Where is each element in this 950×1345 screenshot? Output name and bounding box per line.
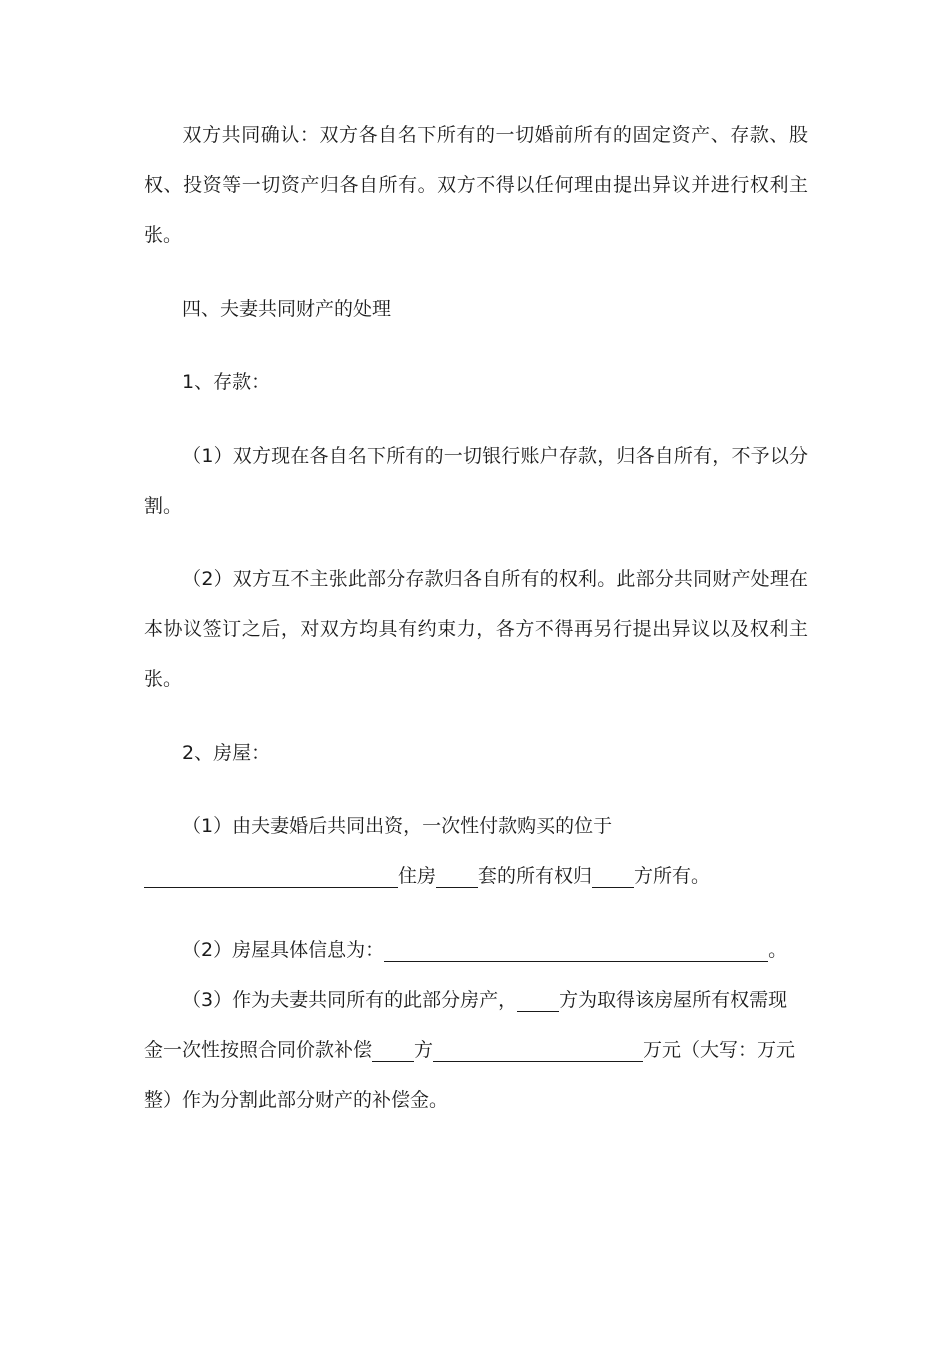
paragraph-line	[144, 1025, 808, 1075]
paragraph-text: （2）双方互不主张此部分存款归各自所有的权利。此部分共同财产处理在本协议签订之后，对双方均具有约束力，各方不得再另行提出异议以及权利主张。	[144, 568, 808, 690]
paragraph-text: 方所有。	[634, 865, 711, 887]
paragraph-text: （1）由夫妻婚后共同出资，一次性付款购买的位于	[182, 815, 613, 837]
item-heading-house	[144, 728, 808, 778]
paragraph-house-2	[144, 925, 808, 975]
paragraph-text: 万元（大写：万元	[643, 1039, 796, 1061]
paragraph-text: 。	[768, 939, 788, 961]
paragraph-text: 套的所有权归	[478, 865, 593, 887]
section-heading-joint-property	[144, 284, 808, 334]
paragraph-line	[144, 801, 808, 851]
paragraph-deposits-1	[144, 431, 808, 531]
paragraph-text: 整）作为分割此部分财产的补偿金。	[144, 1089, 449, 1111]
fill-in-blank-count[interactable]	[436, 861, 478, 888]
paragraph-line	[144, 1075, 808, 1125]
paragraph-house-1	[144, 801, 808, 901]
paragraph-text: （2）房屋具体信息为：	[182, 939, 385, 961]
paragraph-deposits-2	[144, 554, 808, 704]
heading-text: 1、存款：	[182, 371, 271, 393]
fill-in-blank-location[interactable]	[144, 861, 398, 888]
paragraph-text: 住房	[398, 865, 437, 887]
fill-in-blank-house-info[interactable]	[384, 935, 768, 962]
paragraph-text: 金一次性按照合同价款补偿	[144, 1039, 373, 1061]
paragraph-text: （1）双方现在各自名下所有的一切银行账户存款，归各自所有，不予以分割。	[144, 445, 808, 517]
paragraph-text: 方为取得该房屋所有权需现	[559, 989, 788, 1011]
paragraph-text: （3）作为夫妻共同所有的此部分房产，	[182, 989, 518, 1011]
paragraph-house-3	[144, 975, 808, 1125]
paragraph-line	[144, 975, 808, 1025]
paragraph-text: 双方共同确认：双方各自名下所有的一切婚前所有的固定资产、存款、股权、投资等一切资产归各自所有。双方不得以任何理由提出异议并进行权利主张。	[144, 124, 808, 246]
fill-in-blank-party[interactable]	[372, 1035, 414, 1062]
fill-in-blank-party[interactable]	[592, 861, 634, 888]
paragraph-line	[144, 851, 808, 901]
heading-text: 2、房屋：	[182, 742, 271, 764]
fill-in-blank-party[interactable]	[517, 985, 559, 1012]
heading-text: 四、夫妻共同财产的处理	[182, 298, 392, 320]
item-heading-deposits	[144, 357, 808, 407]
fill-in-blank-amount[interactable]	[433, 1035, 643, 1062]
paragraph-premarital-assets	[144, 110, 808, 260]
paragraph-line	[144, 925, 808, 975]
paragraph-text: 方	[414, 1039, 434, 1061]
